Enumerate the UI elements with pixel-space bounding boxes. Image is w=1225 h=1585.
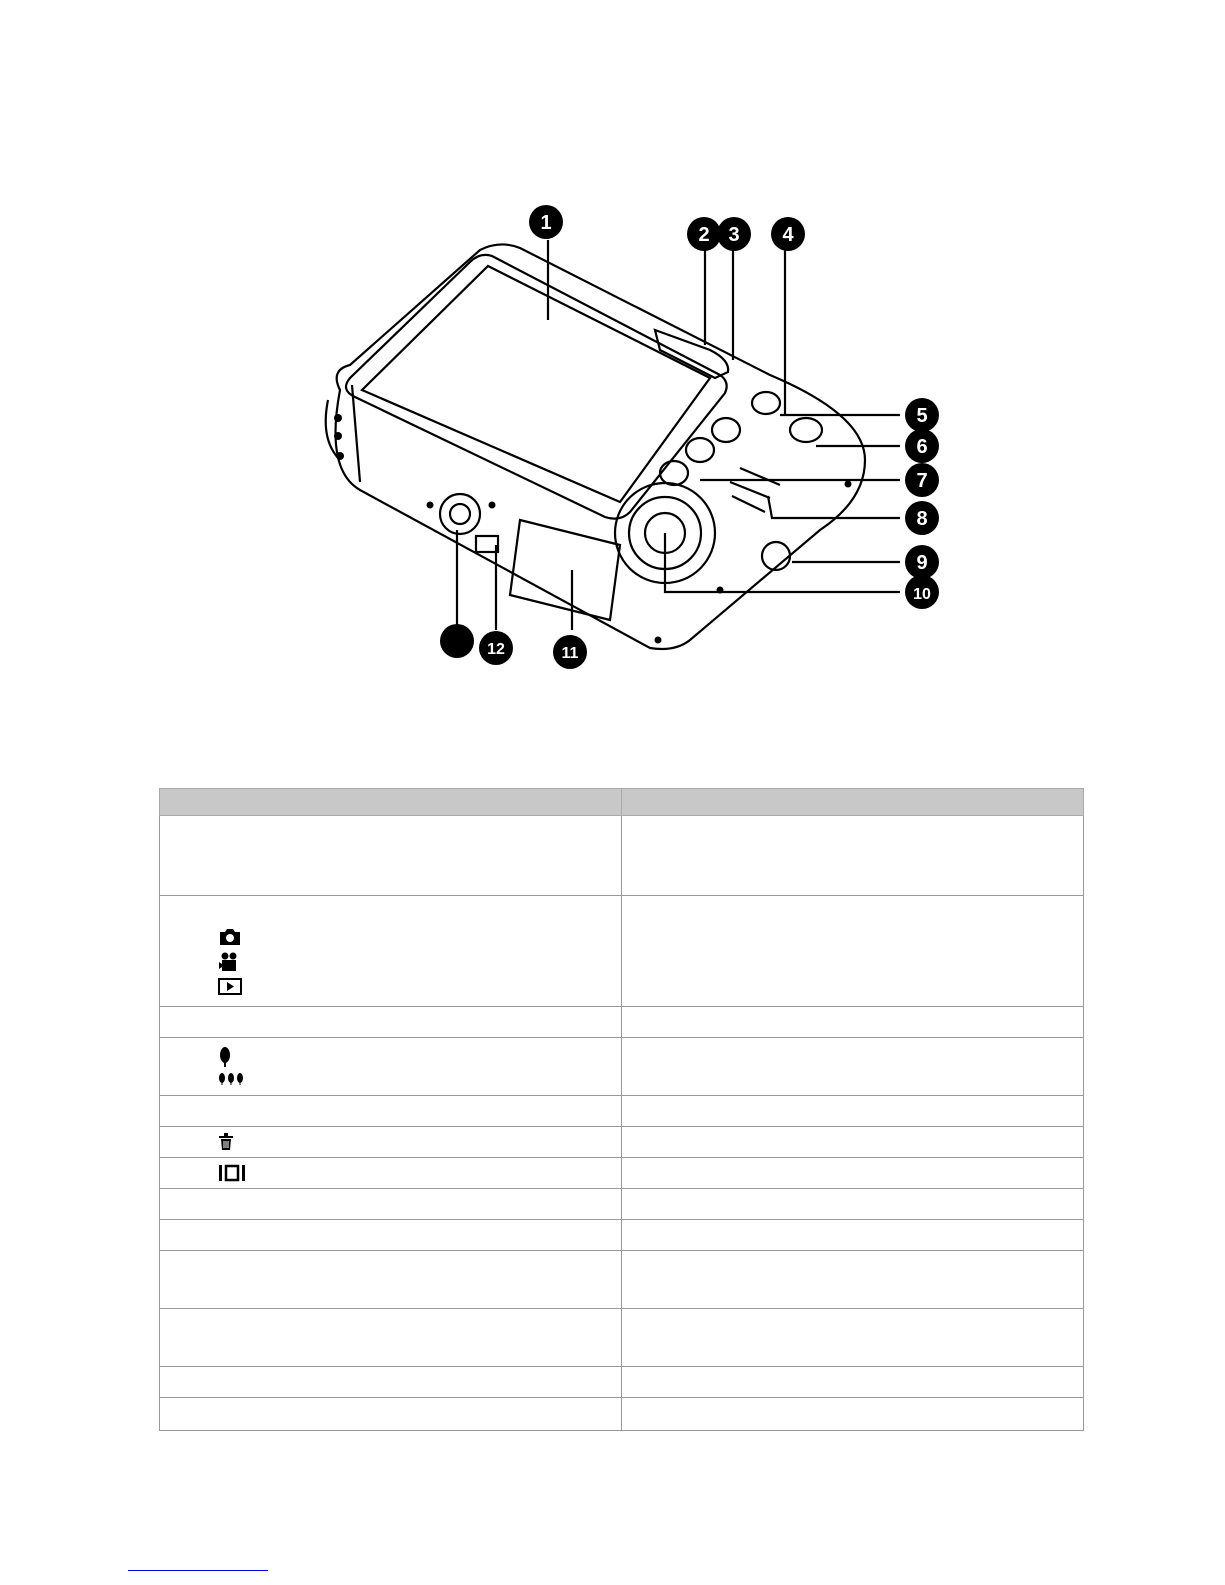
header-cell-description <box>622 789 1084 816</box>
callout-12 <box>479 631 513 665</box>
parts-table <box>159 788 1084 1431</box>
table-header-row <box>160 789 1084 816</box>
svg-text:7: 7 <box>916 470 928 492</box>
table-row <box>160 1251 1084 1309</box>
callout-7 <box>905 463 939 497</box>
three-trees-icon <box>218 1073 244 1085</box>
camera-icon <box>218 928 242 946</box>
table-row <box>160 1096 1084 1127</box>
callout-4 <box>771 217 805 251</box>
svg-text:12: 12 <box>487 641 505 658</box>
lcd-screen <box>346 255 727 519</box>
svg-text:4: 4 <box>782 224 794 246</box>
table-row <box>160 896 1084 1007</box>
table-row <box>160 1007 1084 1038</box>
table-row <box>160 816 1084 896</box>
callout-5 <box>905 398 939 432</box>
footer-link-underline[interactable] <box>128 1570 268 1571</box>
table-row <box>160 1367 1084 1398</box>
movie-camera-icon <box>218 952 242 972</box>
svg-text:6: 6 <box>916 436 928 458</box>
svg-text:10: 10 <box>913 586 931 603</box>
svg-text:11: 11 <box>561 645 579 662</box>
single-tree-icon <box>218 1047 232 1067</box>
svg-text:8: 8 <box>916 508 928 530</box>
callout-11 <box>553 635 587 669</box>
playback-icon <box>218 978 242 995</box>
svg-text:5: 5 <box>916 405 928 427</box>
table-row <box>160 1398 1084 1431</box>
header-cell-name <box>160 789 622 816</box>
callout-9 <box>905 545 939 579</box>
callout-1 <box>529 205 563 239</box>
callout-3 <box>717 217 751 251</box>
callout-8 <box>905 501 939 535</box>
display-icon <box>218 1164 246 1182</box>
table-row <box>160 1158 1084 1189</box>
table-row <box>160 1189 1084 1220</box>
callout-6 <box>905 429 939 463</box>
svg-text:2: 2 <box>698 224 710 246</box>
table-row <box>160 1309 1084 1367</box>
table-row <box>160 1038 1084 1096</box>
svg-text:3: 3 <box>728 224 740 246</box>
trash-icon <box>218 1133 234 1151</box>
table-row <box>160 1127 1084 1158</box>
table-row <box>160 1220 1084 1251</box>
svg-text:1: 1 <box>540 212 552 234</box>
callout-10 <box>905 575 939 609</box>
callout-2 <box>687 217 721 251</box>
camera-back-diagram <box>300 200 960 680</box>
callout-13 <box>440 624 474 658</box>
svg-text:9: 9 <box>916 552 928 574</box>
